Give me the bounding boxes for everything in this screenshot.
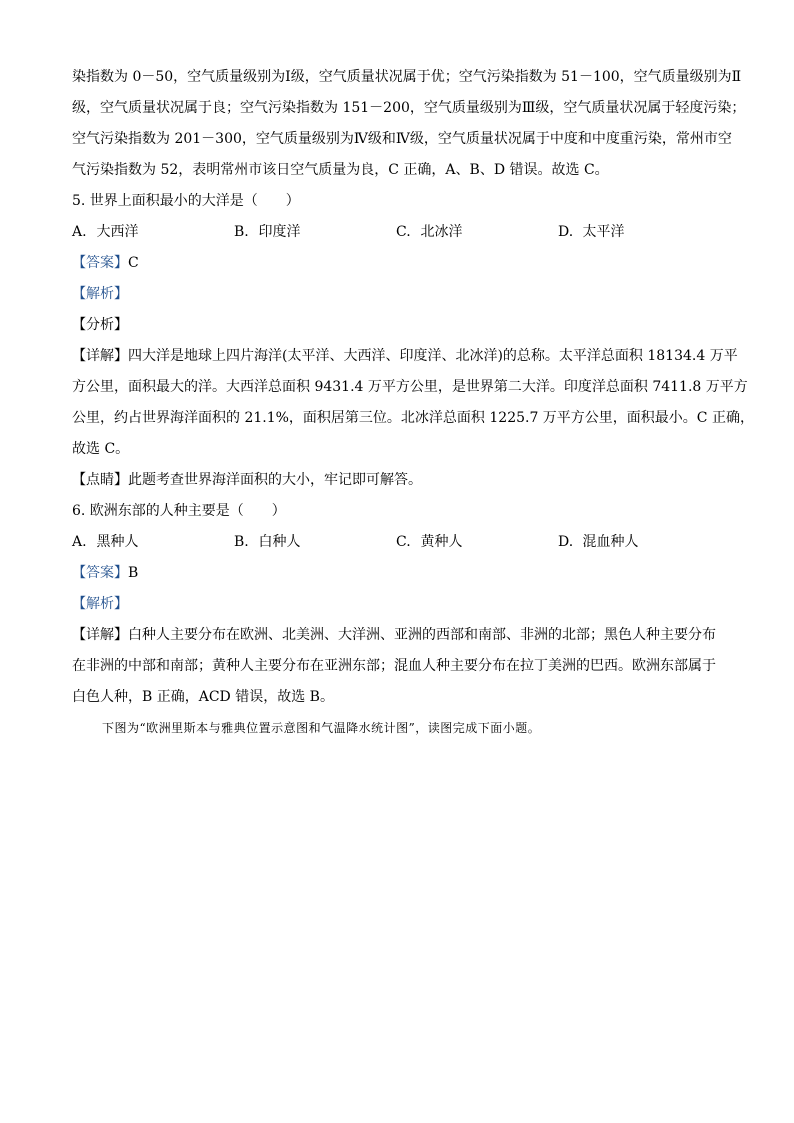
point-tag: 【点睛】 (72, 472, 128, 488)
option-b: B. 白种人 (234, 534, 301, 550)
question-5 (72, 186, 754, 496)
options-row (72, 527, 722, 558)
intro-line: 空气污染指数为 201－300，空气质量级别为Ⅳ级和Ⅳ级，空气质量状况属于中度和中度重污染，常州市空 (72, 131, 732, 147)
detail-line: 故选 C。 (72, 441, 130, 457)
detail-line: 在非洲的中部和南部；黄种人主要分布在亚洲东部；混血人种主要分布在拉丁美洲的巴西。欧洲东部属于 (72, 658, 716, 674)
fenxi-line (72, 310, 722, 341)
option-a: A. 黑种人 (72, 534, 139, 550)
document-page (72, 62, 754, 744)
intro-line: 染指数为 0－50，空气质量级别为Ⅰ级，空气质量状况属于优；空气污染指数为 51－100，空气质量级别为Ⅱ (72, 69, 742, 85)
answer-value: B (128, 565, 139, 581)
intro-paragraph (72, 62, 746, 186)
point-line (72, 465, 722, 496)
answer-line (72, 248, 722, 279)
analysis-tag: 【解析】 (72, 286, 128, 302)
detail-line: 【详解】白种人主要分布在欧洲、北美洲、大洋洲、亚洲的西部和南部、非洲的北部；黑色人种主要分布 (72, 627, 716, 643)
detail-line: 白色人种，B 正确，ACD 错误，故选 B。 (72, 689, 334, 705)
detail-line: 公里，约占世界海洋面积的 21.1%，面积居第三位。北冰洋总面积 1225.7 万平方公里，面积最小。C 正确， (72, 410, 754, 426)
option-b: B. 印度洋 (234, 224, 301, 240)
question-6 (72, 496, 722, 713)
answer-tag: 【答案】 (72, 565, 128, 581)
question-stem: 6. 欧洲东部的人种主要是（ ） (72, 503, 286, 519)
point-text: 此题考查世界海洋面积的大小，牢记即可解答。 (128, 472, 422, 488)
intro-line: 级，空气质量状况属于良；空气污染指数为 151－200，空气质量级别为Ⅲ级，空气质量状况属于轻度污染； (72, 100, 746, 116)
detail-tag: 【详解】 (72, 627, 128, 643)
answer-line (72, 558, 722, 589)
detail-tag: 【详解】 (72, 348, 128, 364)
detail-line: 【详解】四大洋是地球上四片海洋(太平洋、大西洋、印度洋、北冰洋)的总称。太平洋总面积 18134.4 万平 (72, 348, 738, 364)
option-d: D. 太平洋 (558, 224, 625, 240)
option-d: D. 混血种人 (558, 534, 639, 550)
figure-note: 下图为“欧洲里斯本与雅典位置示意图和气温降水统计图”，读图完成下面小题。 (102, 721, 541, 735)
option-c: C. 黄种人 (396, 534, 463, 550)
option-a: A. 大西洋 (72, 224, 139, 240)
options-row (72, 217, 722, 248)
detail-paragraph (72, 341, 754, 465)
analysis-tag: 【解析】 (72, 596, 128, 612)
option-c: C. 北冰洋 (396, 224, 463, 240)
intro-line: 气污染指数为 52，表明常州市该日空气质量为良，C 正确，A、B、D 错误。故选 C。 (72, 162, 609, 178)
analysis-line (72, 589, 722, 620)
question-stem: 5. 世界上面积最小的大洋是（ ） (72, 193, 300, 209)
answer-tag: 【答案】 (72, 255, 128, 271)
answer-value: C (128, 255, 139, 271)
detail-line: 方公里，面积最大的洋。大西洋总面积 9431.4 万平方公里，是世界第二大洋。印度洋总面积 7411.8 万平方 (72, 379, 748, 395)
detail-paragraph (72, 620, 722, 713)
analysis-line (72, 279, 722, 310)
fenxi-tag: 【分析】 (72, 317, 128, 333)
